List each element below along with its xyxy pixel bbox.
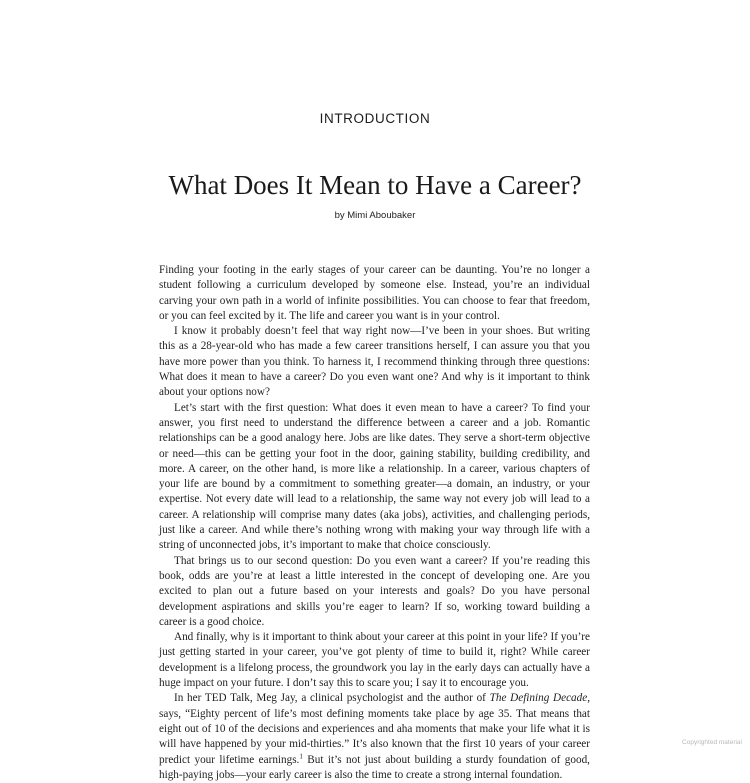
text-run: In her TED Talk, Meg Jay, a clinical psychologist and the author of bbox=[174, 692, 490, 705]
author-byline: by Mimi Aboubaker bbox=[334, 210, 416, 221]
text-run: , says, “Eighty percent of life’s most defining moments take place by age 35. That means that eight out of 10 of the decisions and experiences and aha moments that make your life what it is will have happened by your mid-thirties.” It’s also known that the first 10 years of your career predict your lifetime earnings. bbox=[159, 692, 590, 766]
text-run: But it’s not just about building a sturdy foundation of good, high-paying jobs—your early career is also the time to create a strong internal foundation. bbox=[159, 753, 590, 781]
copyright-notice: Copyrighted material bbox=[682, 739, 742, 746]
paragraph: And finally, why is it important to think about your career at this point in your life? If you’re just getting started in your career, you’ve got plenty of time to build it, right? While career development is a lifelong process, the groundwork you lay in the early days can actually have a huge impact on your future. I don’t say this to scare you; I say it to encourage you. bbox=[159, 631, 590, 690]
paragraph: Finding your footing in the early stages of your career can be daunting. You’re no longer a student following a curriculum developed by someone else. Instead, you’re an individual carving your own path in a world of infinite possibilities. You can choose to fear that freedom, or you can feel excited by it. The life and career you want is in your control. bbox=[159, 264, 590, 322]
paragraph: I know it probably doesn’t feel that way right now—I’ve been in your shoes. But writing this as a 28-year-old who has made a few career transitions herself, I can assure you that you have more power than you think. To harness it, I recommend thinking through three questions: What does it mean to have a career? Do you even want one? And why is it important to think about your options now? bbox=[159, 325, 590, 399]
section-label: INTRODUCTION bbox=[319, 111, 431, 126]
chapter-title: What Does It Mean to Have a Career? bbox=[168, 170, 582, 200]
book-title: The Defining Decade bbox=[489, 692, 588, 705]
paragraph bbox=[159, 691, 590, 783]
paragraph: Let’s start with the first question: What does it even mean to have a career? To find your answer, you first need to understand the difference between a career and a job. Romantic relationships can be a good analogy here. Jobs are like dates. They serve a short-term objective or need—this can be getting your foot in the door, gaining stability, building credibility, and more. A career, on the other hand, is more like a relationship. In a career, various chapters of your life are bound by a commitment to something greater—a domain, an industry, or your expertise. Not every date will lead to a relationship, the same way not every job will lead to a career. A relationship will comprise many dates (aka jobs), activities, and challenging periods, just like a career. And while there’s nothing wrong with making your way through life with a string of unconnected jobs, it’s important to make that choice consciously. bbox=[159, 401, 590, 552]
paragraph: That brings us to our second question: Do you even want a career? If you’re reading this book, odds are you’re at least a little interested in the concept of developing one. Are you excited to plan out a future based on your interests and goals? Do you have personal development aspirations and skills you’re eager to learn? If so, working toward building a career is a good choice. bbox=[159, 554, 590, 628]
body-text bbox=[159, 263, 590, 783]
footnote-reference[interactable]: 1 bbox=[299, 751, 303, 760]
